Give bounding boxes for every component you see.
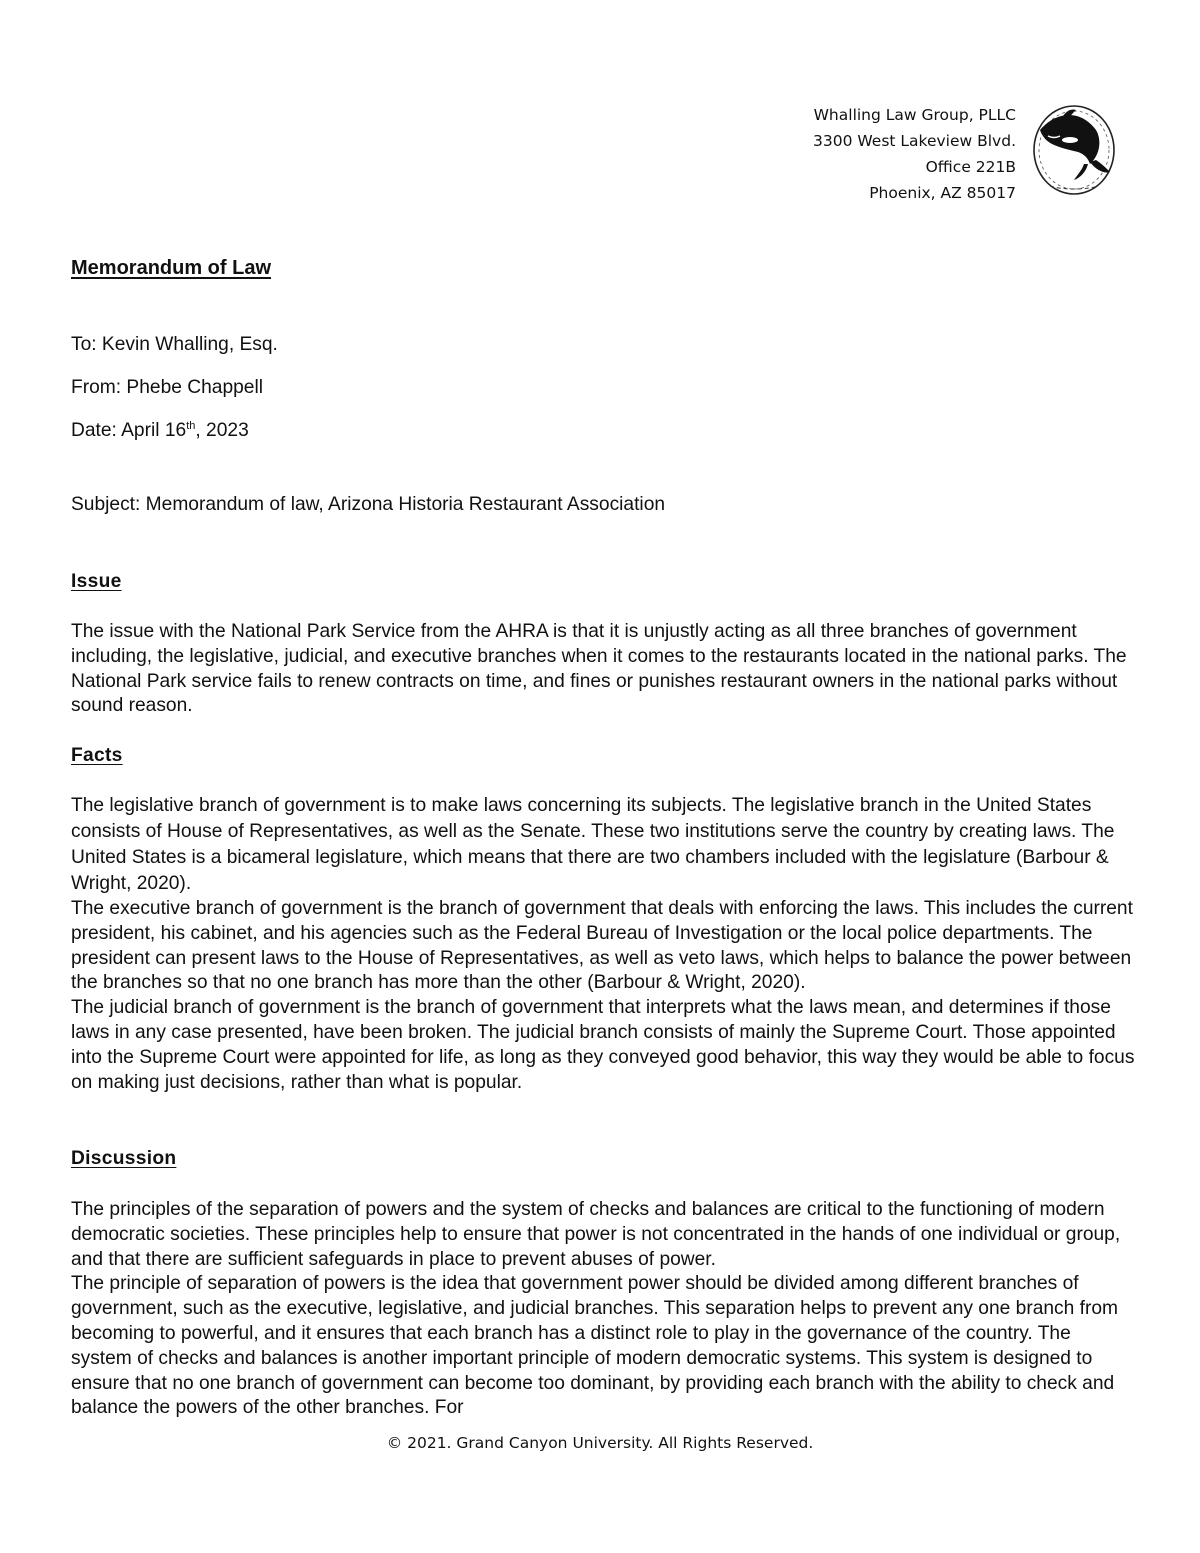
issue-section [71,620,1136,719]
discussion-paragraph-2: The principle of separation of powers is the idea that government power should be divided among different branches of government, such as the executive, legislative, and judicial branches. This separation helps to prevent any one branch from becoming to powerful, and it ensures that each branch has a distinct role to play in the governance of the country. The system of checks and balances is another important principle of modern democratic systems. This system is designed to ensure that no one branch of government can become too dominant, by providing each branch with the ability to check and balance the powers of the other branches. For [71,1273,1119,1419]
facts-heading: Facts [71,745,123,766]
facts-paragraph-executive: The executive branch of government is the branch of government that deals with enforcing the laws. This includes the current president, his cabinet, and his agencies such as the Federal Bureau of Investigation or the local police departments. The president can present laws to the House of Representatives, as well as veto laws, which helps to balance the power between the branches so that no one branch has more than the other (Barbour & Wright, 2020). [71,898,1133,994]
firm-name: Whalling Law Group, PLLC [813,106,1016,124]
letterhead-address [813,102,1016,206]
memo-subject: Subject: Memorandum of law, Arizona Historia Restaurant Association [71,494,666,515]
firm-office: Office 221B [925,158,1016,176]
copyright-footer: © 2021. Grand Canyon University. All Rights Reserved. [386,1434,814,1452]
memo-from: From: Phebe Chappell [71,377,263,398]
memo-date-sup: th [186,420,196,432]
firm-city: Phoenix, AZ 85017 [869,184,1016,202]
memo-title: Memorandum of Law [71,257,272,279]
memo-to: To: Kevin Whalling, Esq. [71,334,278,355]
discussion-heading: Discussion [71,1148,177,1169]
facts-paragraph-legislative: The legislative branch of government is to make laws concerning its subjects. The legislative branch in the United States consists of House of Representatives, as well as the Senate. These two institutions serve the country by creating laws. The United States is a bicameral legislature, which means that there are two chambers included with the legislature (Barbour & Wright, 2020). [71,795,1115,894]
firm-street: 3300 West Lakeview Blvd. [813,132,1016,150]
issue-paragraph: The issue with the National Park Service from the AHRA is that it is unjustly acting as all three branches of government including, the legislative, judicial, and executive branches when it comes to the restaurants located in the national parks. The National Park service fails to renew contracts on time, and fines or punishes restaurant owners in the national parks without sound reason. [71,621,1127,717]
orca-whale-logo-icon [1030,100,1118,200]
memo-date [71,420,249,442]
discussion-section [71,1198,1136,1421]
facts-paragraph-judicial: The judicial branch of government is the branch of government that interprets what the laws mean, and determines if those laws in any case presented, have been broken. The judicial branch consists of mainly the Supreme Court. Those appointed into the Supreme Court were appointed for life, as long as they conveyed good behavior, this way they would be able to focus on making just decisions, rather than what is popular. [71,997,1135,1093]
memo-date-suffix: , 2023 [195,420,249,441]
issue-heading: Issue [71,571,122,592]
memo-date-prefix: Date: April 16 [71,420,187,441]
facts-section [71,793,1136,1095]
discussion-paragraph-1: The principles of the separation of powers and the system of checks and balances are critical to the functioning of modern democratic societies. These principles help to ensure that power is not concentrated in the hands of one individual or group, and that there are sufficient safeguards in place to prevent abuses of power. [71,1199,1121,1270]
